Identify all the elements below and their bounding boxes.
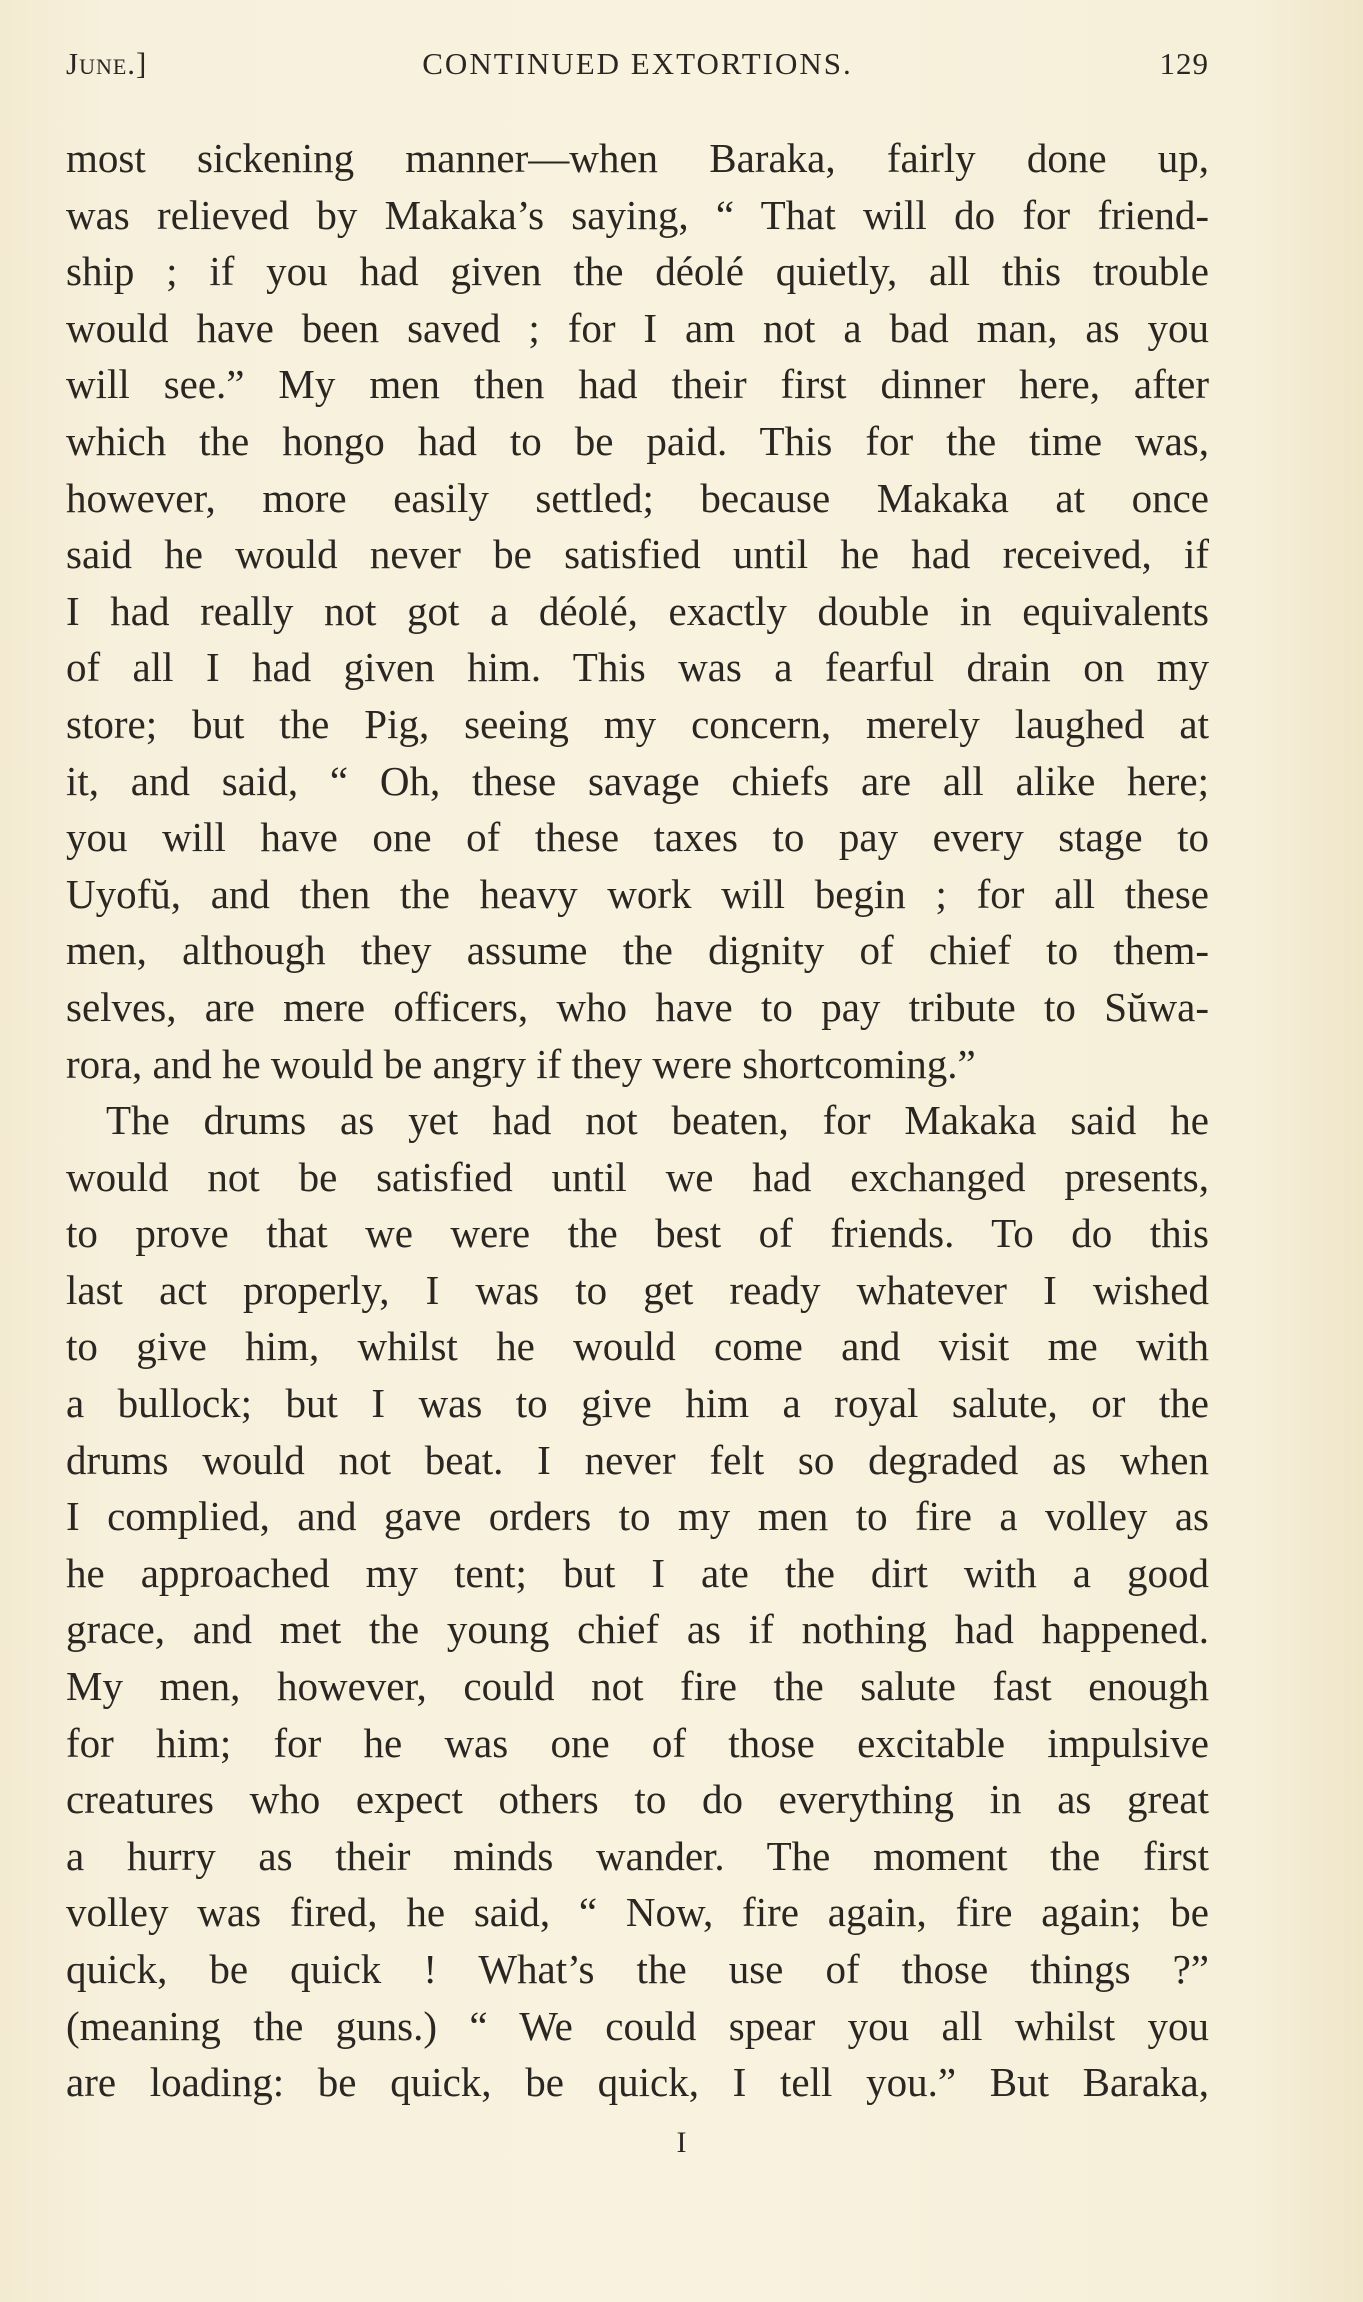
header-chapter-title: CONTINUED EXTORTIONS. xyxy=(422,46,853,81)
text-line: last act properly, I was to get ready whatever I wished xyxy=(66,1266,1209,1313)
text-line: drums would not beat. I never felt so degraded as when xyxy=(66,1436,1209,1483)
text-line: will see.” My men then had their first dinner here, after xyxy=(66,361,1209,408)
text-line: you will have one of these taxes to pay every stage to xyxy=(66,814,1209,861)
text-line: men, although they assume the dignity of chief to them- xyxy=(66,927,1209,974)
running-header xyxy=(66,46,1209,96)
text-line: for him; for he was one of those excitable impulsive xyxy=(66,1719,1209,1766)
text-line: a hurry as their minds wander. The moment the first xyxy=(66,1832,1209,1879)
text-line: most sickening manner—when Baraka, fairly done up, xyxy=(66,135,1209,181)
text-line: volley was fired, he said, “ Now, fire again, fire again; be xyxy=(66,1889,1209,1936)
text-line: My men, however, could not fire the salute fast enough xyxy=(66,1663,1209,1710)
text-line: grace, and met the young chief as if nothing had happened. xyxy=(66,1606,1209,1653)
text-line: which the hongo had to be paid. This for the time was, xyxy=(66,417,1209,464)
text-line: ship ; if you had given the déolé quietly, all this trouble xyxy=(66,248,1209,295)
text-line: was relieved by Makaka’s saying, “ That will do for friend- xyxy=(66,191,1209,238)
text-line: to give him, whilst he would come and visit me with xyxy=(66,1323,1209,1370)
text-line: creatures who expect others to do everything in as great xyxy=(66,1776,1209,1823)
text-line: would have been saved ; for I am not a bad man, as you xyxy=(66,304,1209,351)
text-line: are loading: be quick, be quick, I tell you.” But Baraka, xyxy=(66,2059,1209,2106)
text-line: store; but the Pig, seeing my concern, merely laughed at xyxy=(66,700,1209,747)
text-line: (meaning the guns.) “ We could spear you all whilst you xyxy=(66,2002,1209,2049)
text-line: selves, are mere officers, who have to pay tribute to Sŭwa- xyxy=(66,983,1209,1030)
page-number: 129 xyxy=(1159,46,1209,81)
text-line: would not be satisfied until we had exchanged presents, xyxy=(66,1153,1209,1200)
text-line: of all I had given him. This was a fearful drain on my xyxy=(66,644,1209,691)
text-line: however, more easily settled; because Makaka at once xyxy=(66,474,1209,521)
text-line: a bullock; but I was to give him a royal salute, or the xyxy=(66,1380,1209,1427)
text-line-paragraph-start: The drums as yet had not beaten, for Makaka said he xyxy=(106,1097,1209,1144)
body-text xyxy=(66,130,1209,2111)
text-line: rora, and he would be angry if they were shortcoming.” xyxy=(66,1040,976,1087)
text-line: Uyofŭ, and then the heavy work will begin ; for all these xyxy=(66,870,1209,917)
text-line: it, and said, “ Oh, these savage chiefs are all alike here; xyxy=(66,757,1209,804)
text-line: quick, be quick ! What’s the use of those things ?” xyxy=(66,1946,1209,1992)
text-line: he approached my tent; but I ate the dirt with a good xyxy=(66,1549,1209,1596)
text-line: I had really not got a déolé, exactly double in equivalents xyxy=(66,587,1209,634)
header-month: June.] xyxy=(66,46,148,81)
text-line: to prove that we were the best of friends. To do this xyxy=(66,1210,1209,1257)
text-line: said he would never be satisfied until he had received, if xyxy=(66,531,1209,578)
signature-mark: I xyxy=(676,2126,687,2159)
text-line: I complied, and gave orders to my men to fire a volley as xyxy=(66,1493,1209,1540)
